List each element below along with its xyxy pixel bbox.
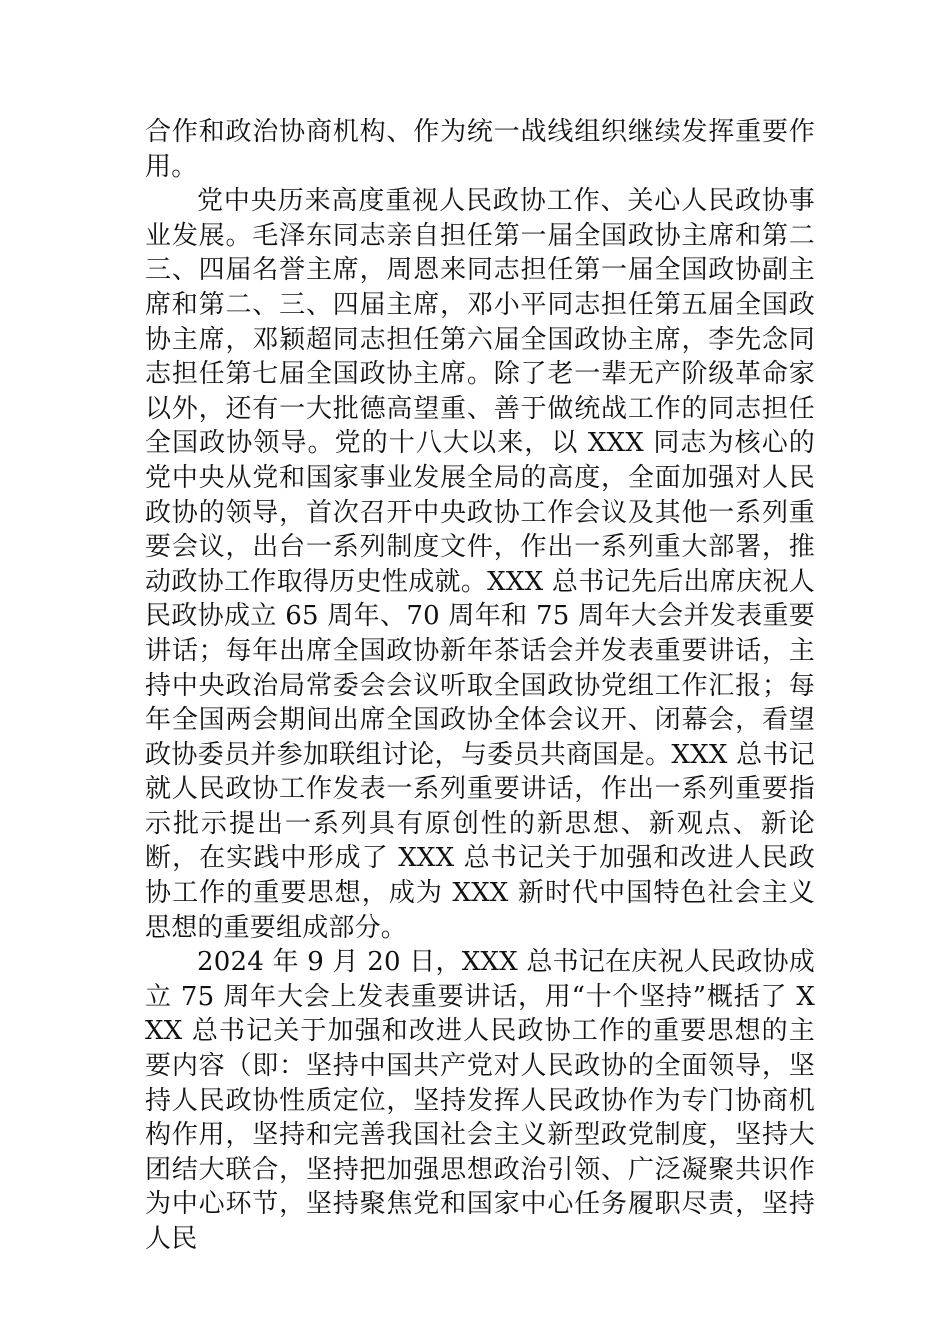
paragraph-party-leadership-history: 党中央历来高度重视人民政协工作、关心人民政协事业发展。毛泽东同志亲自担任第一届全国政协主席和第二三、四届名誉主席，周恩来同志担任第一届全国政协副主席和第二、三、四届主席，邓小平同志担任第五届全国政协主席，邓颖超同志担任第六届全国政协主席，李先念同志担任第七届全国政协主席。除了老一辈无产阶级革命家以外，还有一大批德高望重、善于做统战工作的同志担任全国政协领导。党的十八大以来，以 XXX 同志为核心的党中央从党和国家事业发展全局的高度，全面加强对人民政协的领导，首次召开中央政协工作会议及其他一系列重要会议，出台一系列制度文件，作出一系列重大部署，推动政协工作取得历史性成就。XXX 总书记先后出席庆祝人民政协成立 65 周年、70 周年和 75 周年大会并发表重要讲话；每年出席全国政协新年茶话会并发表重要讲话，主持中央政治局常委会会议听取全国政协党组工作汇报；每年全国两会期间出席全国政协全体会议开、闭幕会，看望政协委员并参加联组讨论，与委员共商国是。XXX 总书记就人民政协工作发表一系列重要讲话，作出一系列重要指示批示提出一系列具有原创性的新思想、新观点、新论断，在实践中形成了 XXX 总书记关于加强和改进人民政协工作的重要思想，成为 XXX 新时代中国特色社会主义思想的重要组成部分。: [145, 186, 815, 943]
paragraph-continuation: 合作和政治协商机构、作为统一战线组织继续发挥重要作用。: [145, 117, 815, 182]
document-body: [145, 115, 815, 1257]
paragraph-ten-persistences: 2024 年 9 月 20 日，XXX 总书记在庆祝人民政协成立 75 周年大会上发表重要讲话，用“十个坚持”概括了 XXX 总书记关于加强和改进人民政协工作的重要思想的主要内容（即：坚持中国共产党对人民政协的全面领导，坚持人民政协性质定位，坚持发挥人民政协作为专门协商机构作用，坚持和完善我国社会主义新型政党制度，坚持大团结大联合，坚持把加强思想政治引领、广泛凝聚共识作为中心环节，坚持聚焦党和国家中心任务履职尽责，坚持人民: [145, 947, 815, 1254]
